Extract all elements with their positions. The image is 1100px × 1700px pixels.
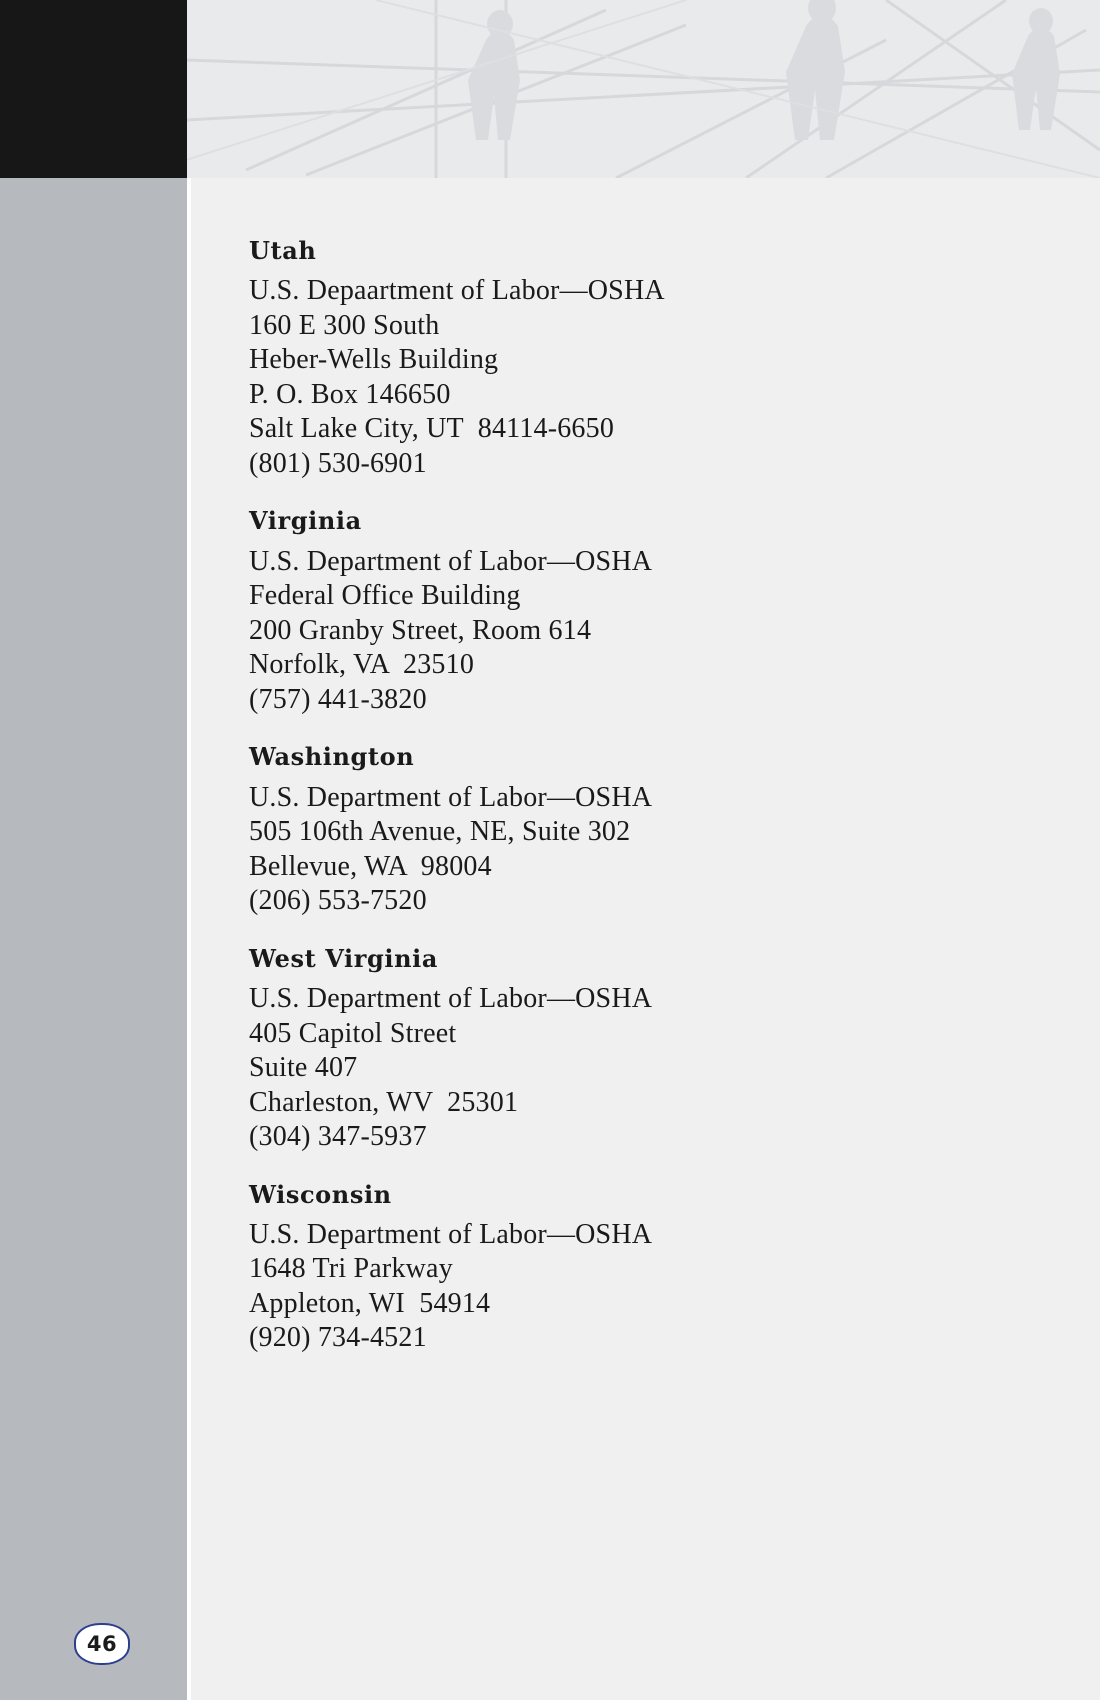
address-line: U.S. Depaartment of Labor—OSHA: [249, 275, 665, 307]
address-line: U.S. Department of Labor—OSHA: [249, 1218, 653, 1250]
left-sidebar-band: [0, 178, 187, 1700]
state-heading: Washington: [249, 742, 415, 772]
address-line: Salt Lake City, UT 84114-6650: [249, 413, 615, 445]
address-line: Heber-Wells Building: [249, 344, 499, 376]
list-item: [249, 744, 869, 918]
address-line: U.S. Department of Labor—OSHA: [249, 983, 653, 1015]
page-number-badge: 46: [74, 1623, 130, 1665]
state-heading: West Virginia: [249, 943, 438, 973]
address-line: U.S. Department of Labor—OSHA: [249, 545, 653, 577]
banner-illustration: [186, 0, 1100, 178]
phone-number: (304) 347-5937: [249, 1121, 427, 1153]
phone-number: (757) 441-3820: [249, 683, 427, 715]
address-line: 505 106th Avenue, NE, Suite 302: [249, 816, 631, 848]
address-line: Federal Office Building: [249, 580, 521, 612]
address-line: 405 Capitol Street: [249, 1017, 457, 1049]
address-line: Bellevue, WA 98004: [249, 850, 492, 882]
page-header-banner: [0, 0, 1100, 178]
phone-number: (920) 734-4521: [249, 1322, 427, 1354]
state-heading: Virginia: [249, 506, 362, 536]
address-line: 200 Granby Street, Room 614: [249, 614, 592, 646]
address-line: 160 E 300 South: [249, 309, 440, 341]
list-item: [249, 508, 869, 717]
phone-number: (801) 530-6901: [249, 447, 427, 479]
address-line: 1648 Tri Parkway: [249, 1253, 453, 1285]
banner-black-block: [0, 0, 187, 178]
list-item: [249, 238, 869, 481]
address-line: P. O. Box 146650: [249, 378, 451, 410]
address-line: Charleston, WV 25301: [249, 1086, 519, 1118]
phone-number: (206) 553-7520: [249, 885, 427, 917]
address-line: Suite 407: [249, 1052, 358, 1084]
state-heading: Utah: [249, 236, 317, 265]
state-heading: Wisconsin: [249, 1179, 392, 1209]
address-line: U.S. Department of Labor—OSHA: [249, 781, 653, 813]
directory-list: [249, 238, 869, 1356]
address-line: Norfolk, VA 23510: [249, 649, 475, 681]
vertical-divider: [187, 178, 191, 1700]
address-line: Appleton, WI 54914: [249, 1287, 491, 1319]
list-item: [249, 943, 869, 1155]
list-item: [249, 1179, 869, 1356]
